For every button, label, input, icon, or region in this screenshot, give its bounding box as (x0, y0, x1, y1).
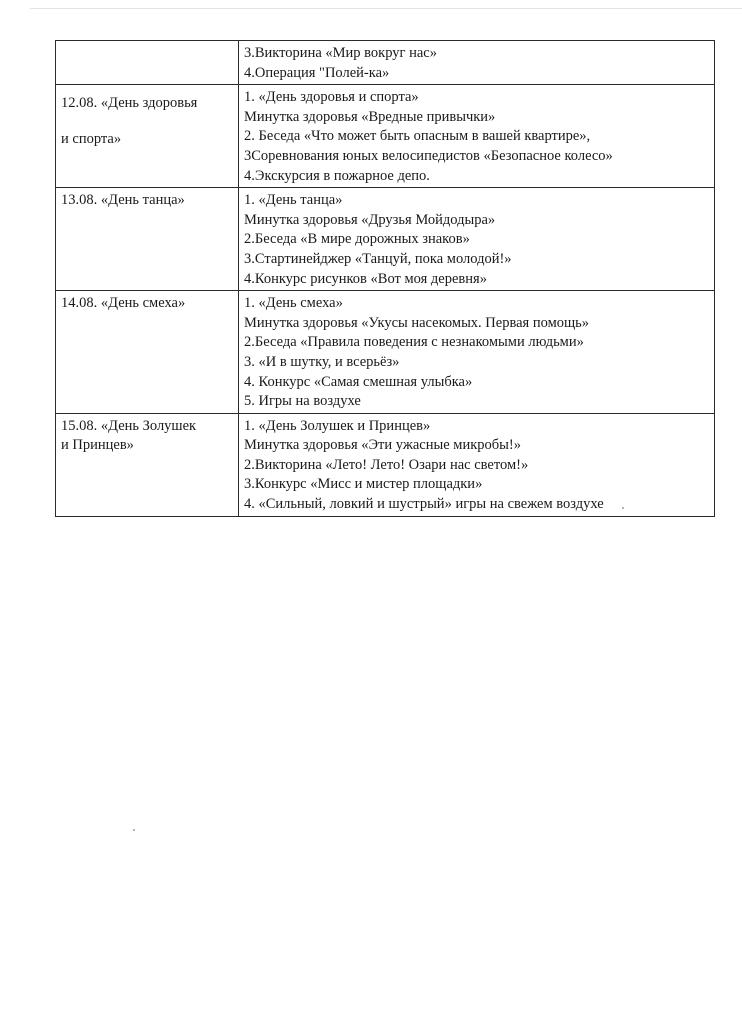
event-line: 3.Викторина «Мир вокруг нас» (244, 45, 437, 61)
day-cell: 14.08. «День смеха» (56, 291, 239, 414)
table-row (56, 85, 715, 188)
event-line: 4. «Сильный, ловкий и шустрый» игры на свежем воздухе (244, 496, 604, 513)
events-cell (239, 291, 715, 414)
event-line: Минутка здоровья «Укусы насекомых. Первая помощь» (244, 314, 590, 331)
event-line: 2.Викторина «Лето! Лето! Озари нас светом!» (244, 456, 529, 473)
day-cell: 13.08. «День танца» (56, 188, 239, 291)
event-line: Минутка здоровья «Друзья Мойдодыра» (244, 211, 496, 228)
scan-top-edge (30, 8, 742, 9)
events-cell (239, 41, 715, 85)
event-line: 3.Стартинейджер «Танцуй, пока молодой!» (244, 250, 512, 267)
event-line: 1. «День здоровья и спорта» (244, 89, 419, 106)
event-line: 4.Конкурс рисунков «Вот моя деревня» (244, 270, 487, 287)
table-row (56, 41, 715, 85)
event-line: 5. Игры на воздухе (244, 393, 361, 410)
event-line: 3.Конкурс «Мисс и мистер площадки» (244, 476, 483, 493)
event-line: 2.Беседа «Правила поведения с незнакомыми людьми» (244, 334, 584, 351)
scan-speck (133, 829, 135, 831)
event-line: 3. «И в шутку, и всерьёз» (244, 353, 400, 370)
event-line: 3Соревнования юных велосипедистов «Безопасное колесо» (244, 147, 613, 164)
scan-speck (622, 507, 624, 509)
event-line: 1. «День смеха» (244, 295, 343, 312)
event-line: 2.Беседа «В мире дорожных знаков» (244, 231, 470, 248)
event-line: 2. Беседа «Что может быть опасным в вашей квартире», (244, 128, 591, 145)
event-line: 4.Экскурсия в пожарное депо. (244, 167, 430, 184)
event-line: 4.Операция "Полей-ка» (244, 64, 390, 81)
event-line: 4. Конкурс «Самая смешная улыбка» (244, 373, 473, 390)
table-row (56, 188, 715, 291)
events-cell (239, 188, 715, 291)
day-cell: 15.08. «День Золушек и Принцев» (56, 413, 239, 516)
day-cell: 12.08. «День здоровья и спорта» (56, 85, 239, 188)
event-line: 1. «День танца» (244, 192, 343, 209)
events-cell (239, 85, 715, 188)
event-line: Минутка здоровья «Вредные привычки» (244, 108, 496, 125)
camp-schedule-table (55, 40, 715, 517)
table-row (56, 413, 715, 516)
event-line: 1. «День Золушек и Принцев» (244, 417, 431, 434)
table-row (56, 291, 715, 414)
event-line: Минутка здоровья «Эти ужасные микробы!» (244, 437, 521, 454)
events-cell (239, 413, 715, 516)
day-cell (56, 41, 239, 85)
